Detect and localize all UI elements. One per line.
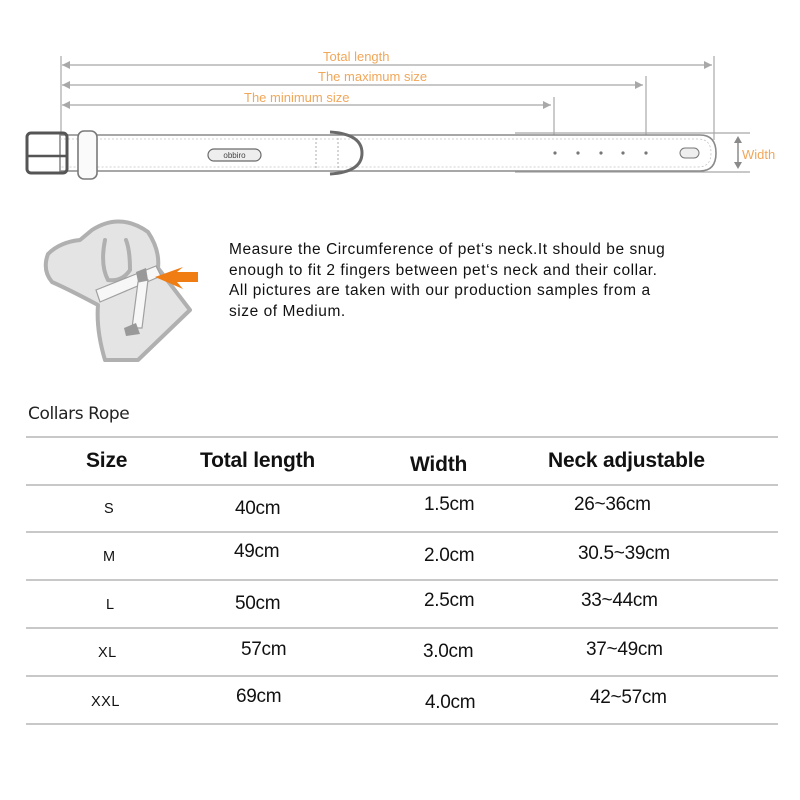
header-width: Width xyxy=(410,453,468,476)
cell-size: XL xyxy=(98,645,117,661)
dog-measuring-illustration xyxy=(30,210,230,370)
cell-width: 2.0cm xyxy=(424,545,475,566)
cell-size: L xyxy=(106,597,115,613)
cell-total-length: 50cm xyxy=(235,593,281,614)
cell-total-length: 49cm xyxy=(234,541,280,562)
table-divider xyxy=(26,675,778,677)
minimum-size-label: The minimum size xyxy=(244,90,350,105)
cell-width: 1.5cm xyxy=(424,494,475,515)
table-divider xyxy=(26,531,778,533)
cell-total-length: 69cm xyxy=(236,686,282,707)
instruction-line: All pictures are taken with our production samples from a xyxy=(229,282,651,299)
cell-neck: 37~49cm xyxy=(586,639,663,660)
header-size: Size xyxy=(86,449,128,472)
header-neck-adjustable: Neck adjustable xyxy=(548,449,705,472)
width-label: Width xyxy=(742,147,776,162)
cell-total-length: 40cm xyxy=(235,498,281,519)
cell-total-length: 57cm xyxy=(241,639,287,660)
instruction-line: size of Medium. xyxy=(229,302,346,320)
measuring-instructions xyxy=(229,240,749,322)
instruction-line: Measure the Circumference of pet‘s neck.It should be snug xyxy=(229,241,666,258)
svg-text:obbiro: obbiro xyxy=(223,151,246,160)
table-divider xyxy=(26,723,778,725)
table-divider xyxy=(26,627,778,629)
cell-neck: 42~57cm xyxy=(590,687,667,708)
cell-width: 2.5cm xyxy=(424,590,475,611)
header-total-length: Total length xyxy=(200,449,316,472)
table-divider xyxy=(26,436,778,438)
total-length-label: Total length xyxy=(323,49,390,64)
cell-size: XXL xyxy=(91,694,120,710)
cell-neck: 33~44cm xyxy=(581,590,658,611)
table-divider xyxy=(26,484,778,486)
cell-size: M xyxy=(103,549,116,565)
table-title: Collars Rope xyxy=(28,404,130,424)
dog-head-icon xyxy=(30,210,230,370)
collar-measurement-diagram xyxy=(0,0,800,200)
table-divider xyxy=(26,579,778,581)
collar-illustration xyxy=(0,0,800,200)
cell-neck: 26~36cm xyxy=(574,494,651,515)
cell-size: S xyxy=(104,501,115,517)
cell-neck: 30.5~39cm xyxy=(578,543,670,564)
maximum-size-label: The maximum size xyxy=(318,69,428,84)
cell-width: 4.0cm xyxy=(425,692,476,713)
cell-width: 3.0cm xyxy=(423,641,474,662)
instruction-line: enough to fit 2 fingers between pet‘s neck and their collar. xyxy=(229,261,658,279)
